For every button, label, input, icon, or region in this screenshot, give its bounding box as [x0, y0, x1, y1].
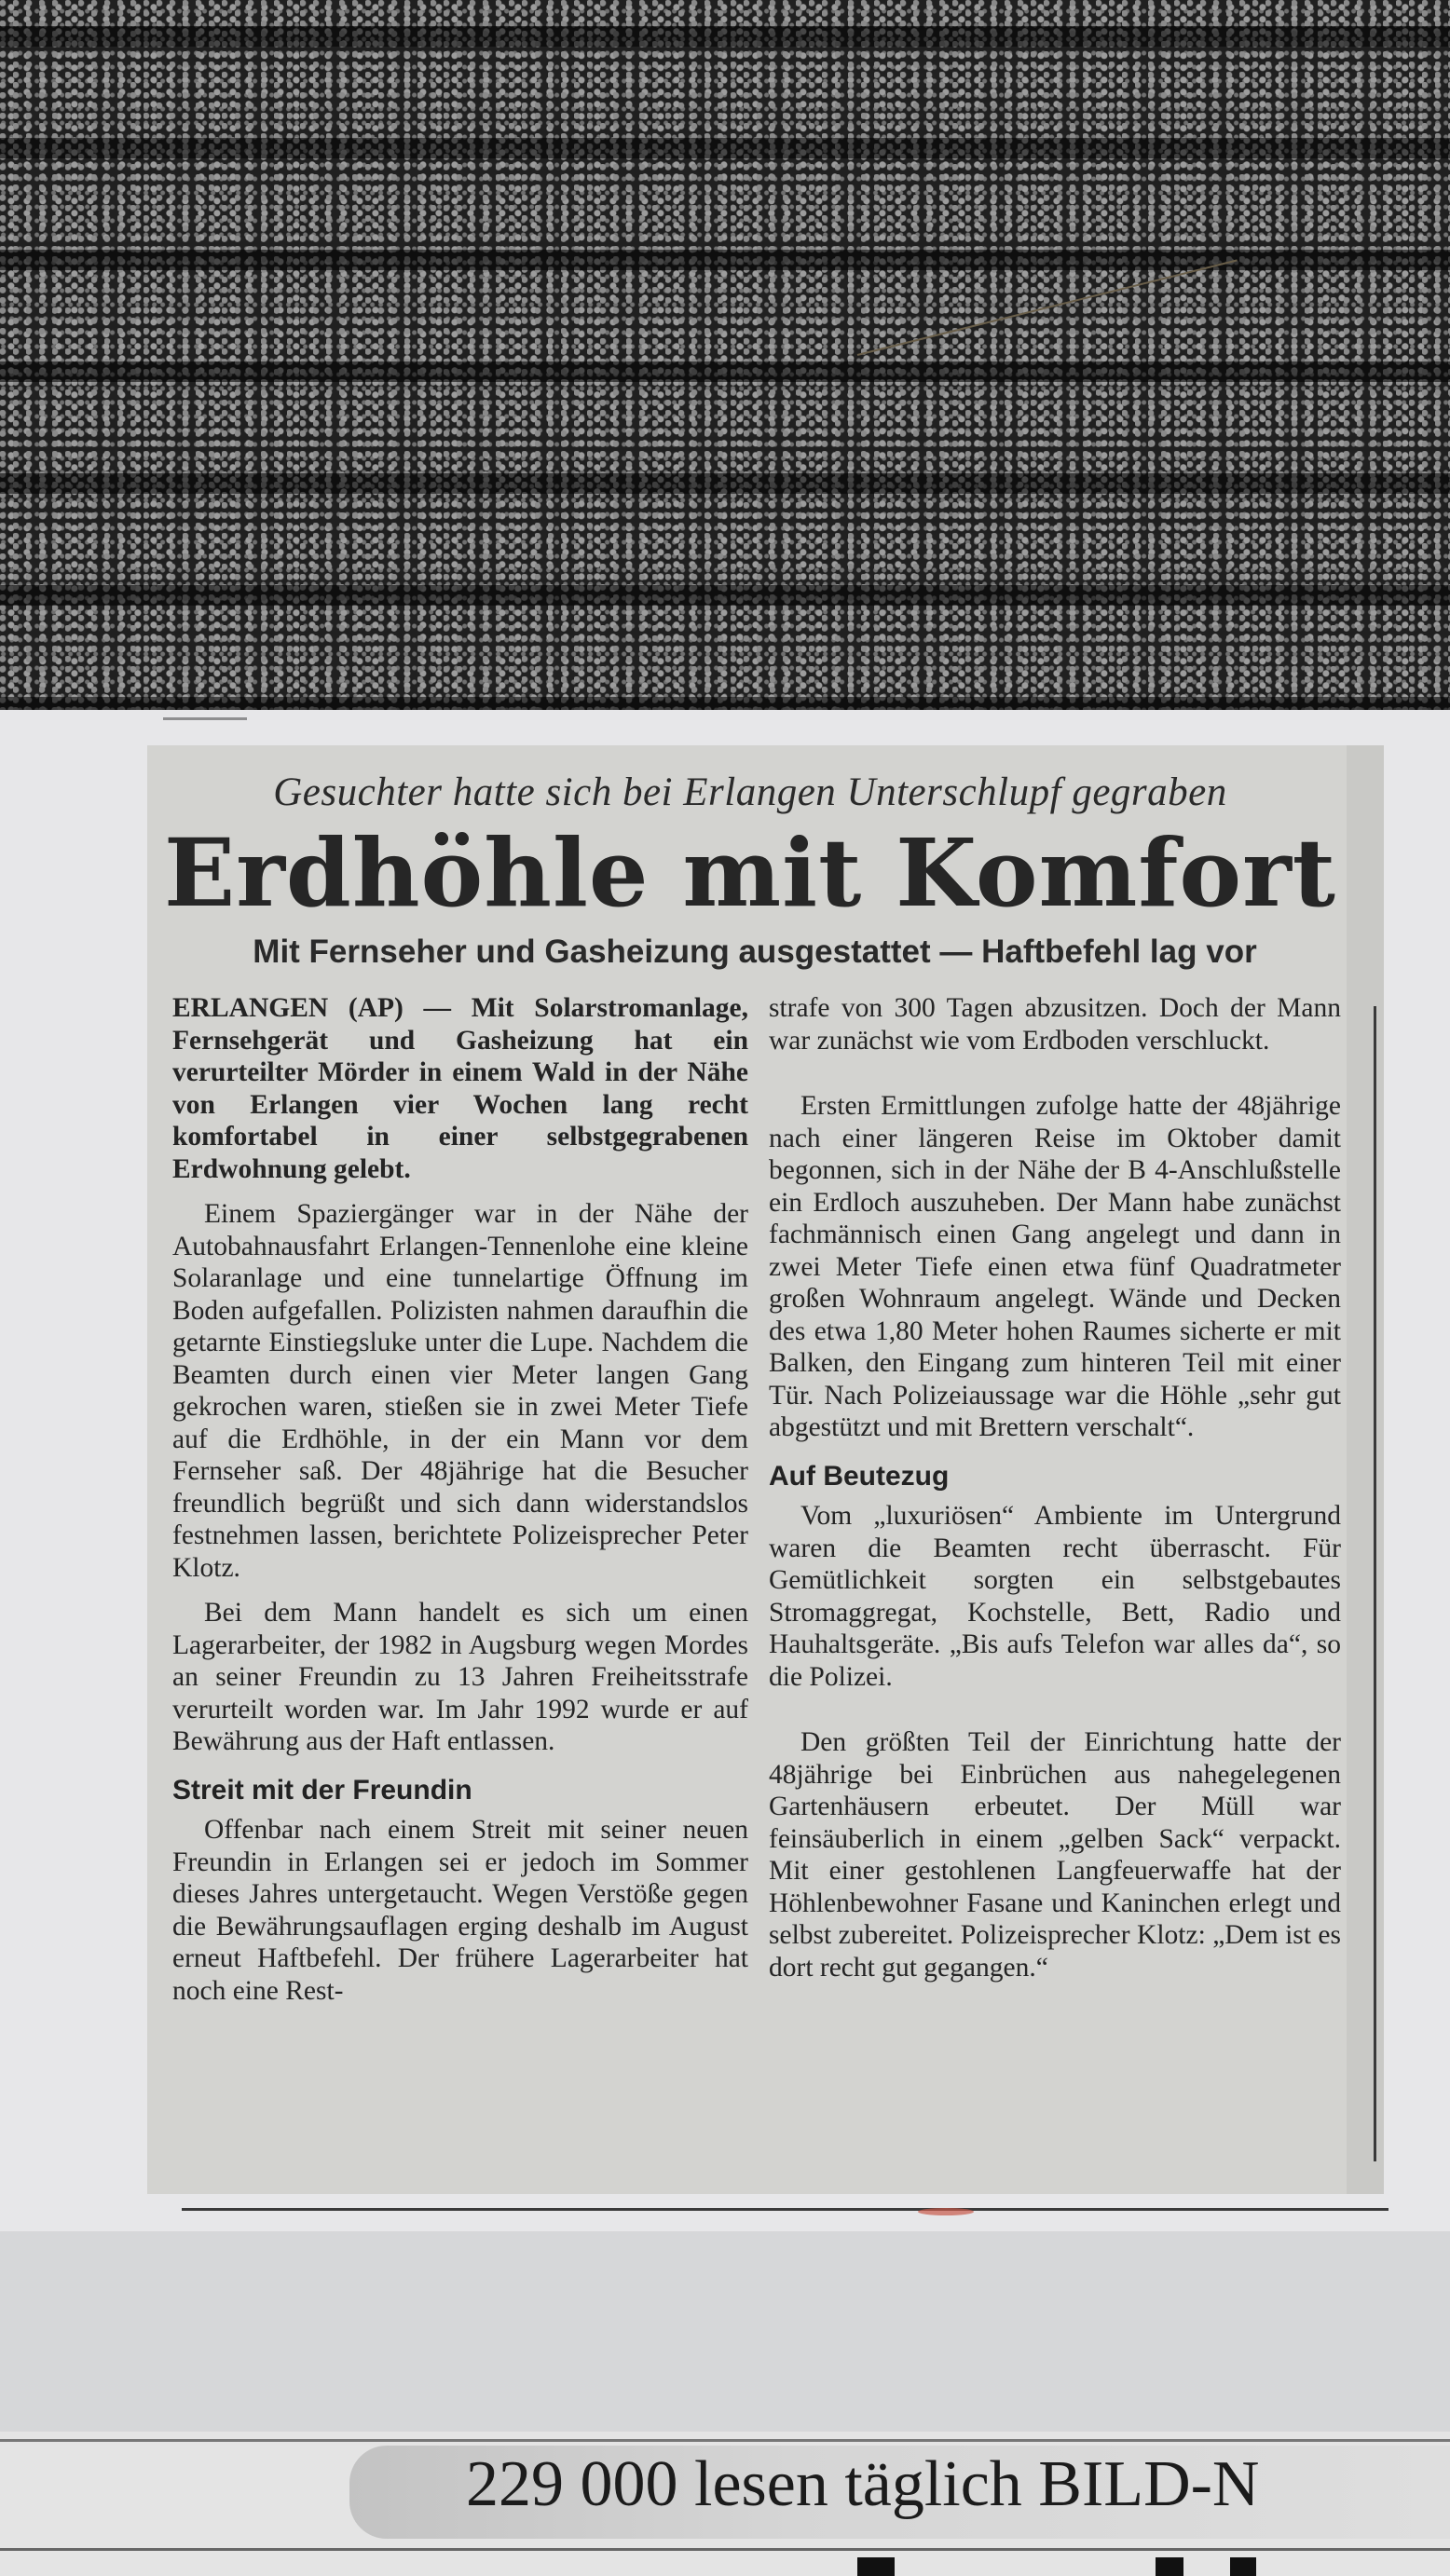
section-subtitle: Auf Beutezug	[769, 1460, 950, 1492]
readership-banner-text: 229 000 lesen täglich BILD-N	[466, 2448, 1260, 2520]
article-paragraph: Vom „luxuriösen“ Ambiente im Untergrund waren die Beamten recht überrascht. Für Gemütlichkeit sorgten ein selbstgebautes Stromaggregat, Kochstelle, Bett, Radio und Hauhaltsgeräte. „Bis aufs Telefon war alles da“, so die Polizei.	[769, 1501, 1341, 1692]
article-paragraph: Bei dem Mann handelt es sich um einen Lagerarbeiter, der 1982 in Augsburg wegen Mordes an seiner Freundin zu 13 Jahren Freiheitsstrafe verurteilt worden war. Im Jahr 1992 wurde er auf Bewährung aus der Haft entlassen.	[172, 1598, 748, 1756]
section-subtitle: Streit mit der Freundin	[172, 1774, 472, 1806]
article-paragraph: Offenbar nach einem Streit mit seiner neuen Freundin in Erlangen sei er jedoch im Sommer dieses Jahres untergetaucht. Wegen Verstöße gegen die Bewährungsauflagen erging deshalb im August erneut Haftbefehl. Der frühere Lagerarbeiter hat noch eine Rest-	[172, 1815, 748, 2006]
article-paragraph: strafe von 300 Tagen abzusitzen. Doch der Mann war zunächst wie vom Erdboden verschluckt.	[769, 993, 1341, 1056]
article-headline: Erdhöhle mit Komfort	[164, 818, 1336, 928]
strip-rule-bottom	[0, 2548, 1450, 2551]
article-column-left	[172, 992, 748, 2007]
article-paragraph: Ersten Ermittlungen zufolge hatte der 48jährige nach einer längeren Reise im Oktober damit begonnen, sich in der Nähe der B 4-Anschlußstelle ein Erdloch auszuheben. Der Mann habe zunächst fachmännisch einen Gang angelegt und dann in zwei Meter Tiefe einen etwa fünf Quadratmeter großen Wohnraum angelegt. Wände und Decken des etwa 1,80 Meter hohen Raumes sicherte er mit Balken, den Eingang zum hinteren Teil mit einer Tür. Nach Polizeiaussage war die Höhle „sehr gut abgestützt und mit Brettern verschalt“.	[769, 1091, 1341, 1442]
article-paragraph: Einem Spaziergänger war in der Nähe der Autobahnausfahrt Erlangen-Tennenlohe eine kleine Solaranlage und eine tunnelartige Öffnung im Boden aufgefallen. Polizisten nahmen daraufhin die getarnte Einstiegsluke unter die Lupe. Nachdem die Beamten durch einen vier Meter langen Gang gekrochen waren, stießen sie in zwei Meter Tiefe auf die Erdhöhle, in der ein Mann vor dem Fernseher saß. Der 48jährige hat die Besucher freundlich begrüßt und sich dann widerstandslos festnehmen lassen, berichtete Polizeisprecher Peter Klotz.	[172, 1199, 748, 1583]
article-kicker: Gesuchter hatte sich bei Erlangen Unterschlupf gegraben	[273, 770, 1227, 814]
column-rule-bottom	[182, 2208, 1388, 2211]
article-paragraph: Den größten Teil der Einrichtung hatte der 48jährige bei Einbrüchen aus nahegelegenen Gartenhäusern erbeutet. Der Müll war feinsäuberlich in einem „gelben Sack“ verpackt. Mit einer gestohlenen Langfeuerwaffe hat der Höhlenbewohner Fasane und Kaninchen erlegt und selbst zubereitet. Polizeisprecher Klotz: „Dem ist es dort recht gut gegangen.“	[769, 1727, 1341, 1983]
red-ink-mark	[918, 2208, 974, 2215]
strip-rule-top	[0, 2439, 1450, 2442]
carpet-background	[0, 0, 1450, 717]
article-column-right	[769, 992, 1341, 1983]
column-rule-right	[1374, 1006, 1376, 2161]
cut-letter-remnants	[857, 2557, 1323, 2576]
cut-print-remnant	[163, 717, 247, 733]
paper-fold-shadow	[0, 2231, 1450, 2464]
clipping-edge	[1347, 745, 1384, 2194]
article-lead-paragraph: ERLANGEN (AP) — Mit Solarstromanlage, Fernsehgerät und Gasheizung hat ein verurteilter Mörder in einem Wald in der Nähe von Erlangen vier Wochen lang recht komfortabel in einer selbstgegrabenen Erdwohnung gelebt.	[172, 993, 748, 1184]
article-subheadline: Mit Fernseher und Gasheizung ausgestattet — Haftbefehl lag vor	[253, 934, 1257, 970]
